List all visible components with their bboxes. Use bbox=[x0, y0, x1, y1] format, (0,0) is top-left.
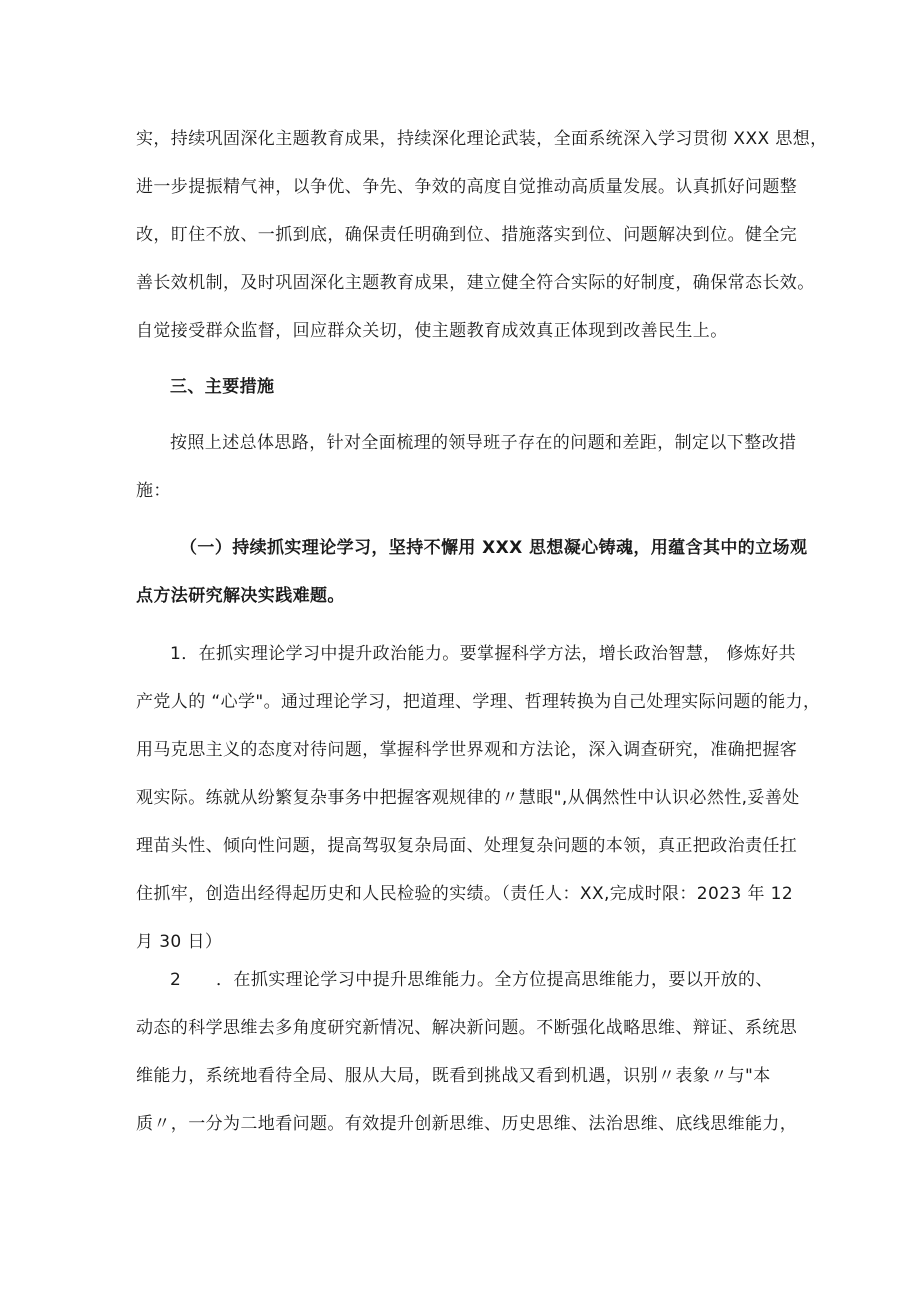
paragraph-line: 2 ．在抓实理论学习中提升思维能力。全方位提高思维能力，要以开放的、 bbox=[170, 970, 773, 990]
paragraph-line: 月 30 日） bbox=[136, 932, 223, 952]
section-heading: 三、主要措施 bbox=[170, 377, 275, 397]
paragraph-line: 住抓牢，创造出经得起历史和人民检验的实绩。（责任人：XX,完成时限：2023 年 12 bbox=[136, 884, 794, 904]
paragraph-line: 施： bbox=[136, 481, 171, 501]
paragraph-line: 维能力，系统地看待全局、服从大局，既看到挑战又看到机遇，识别〃表象〃与"本 bbox=[136, 1066, 771, 1086]
paragraph-line: 质〃，一分为二地看问题。有效提升创新思维、历史思维、法治思维、底线思维能力， bbox=[136, 1114, 798, 1134]
paragraph-line: 实，持续巩固深化主题教育成果，持续深化理论武装，全面系统深入学习贯彻 XXX 思想， bbox=[136, 129, 828, 149]
subsection-heading: 点方法研究解决实践难题。 bbox=[136, 586, 345, 606]
paragraph-line: 按照上述总体思路，针对全面梳理的领导班子存在的问题和差距，制定以下整改措 bbox=[170, 433, 797, 453]
subsection-heading: （一）持续抓实理论学习，坚持不懈用 XXX 思想凝心铸魂，用蕴含其中的立场观 bbox=[180, 538, 808, 558]
paragraph-line: 1．在抓实理论学习中提升政治能力。要掌握科学方法，增长政治智慧， 修炼好共 bbox=[170, 644, 797, 664]
paragraph-line: 善长效机制，及时巩固深化主题教育成果，建立健全符合实际的好制度，确保常态长效。 bbox=[136, 273, 815, 293]
paragraph-line: 观实际。练就从纷繁复杂事务中把握客观规律的〃慧眼",从偶然性中认识必然性,妥善处 bbox=[136, 788, 800, 808]
paragraph-line: 产党人的 “心学"。通过理论学习，把道理、学理、哲理转换为自己处理实际问题的能力， bbox=[136, 692, 821, 712]
paragraph-line: 用马克思主义的态度对待问题，掌握科学世界观和方法论，深入调查研究，准确把握客 bbox=[136, 740, 798, 760]
paragraph-line: 自觉接受群众监督，回应群众关切，使主题教育成效真正体现到改善民生上。 bbox=[136, 321, 728, 341]
paragraph-line: 改，盯住不放、一抓到底，确保责任明确到位、措施落实到位、问题解决到位。健全完 bbox=[136, 225, 798, 245]
paragraph-line: 动态的科学思维去多角度研究新情况、解决新问题。不断强化战略思维、辩证、系统思 bbox=[136, 1018, 798, 1038]
paragraph-line: 进一步提振精气神，以争优、争先、争效的高度自觉推动高质量发展。认真抓好问题整 bbox=[136, 177, 798, 197]
paragraph-line: 理苗头性、倾向性问题，提高驾驭复杂局面、处理复杂问题的本领，真正把政治责任扛 bbox=[136, 836, 798, 856]
